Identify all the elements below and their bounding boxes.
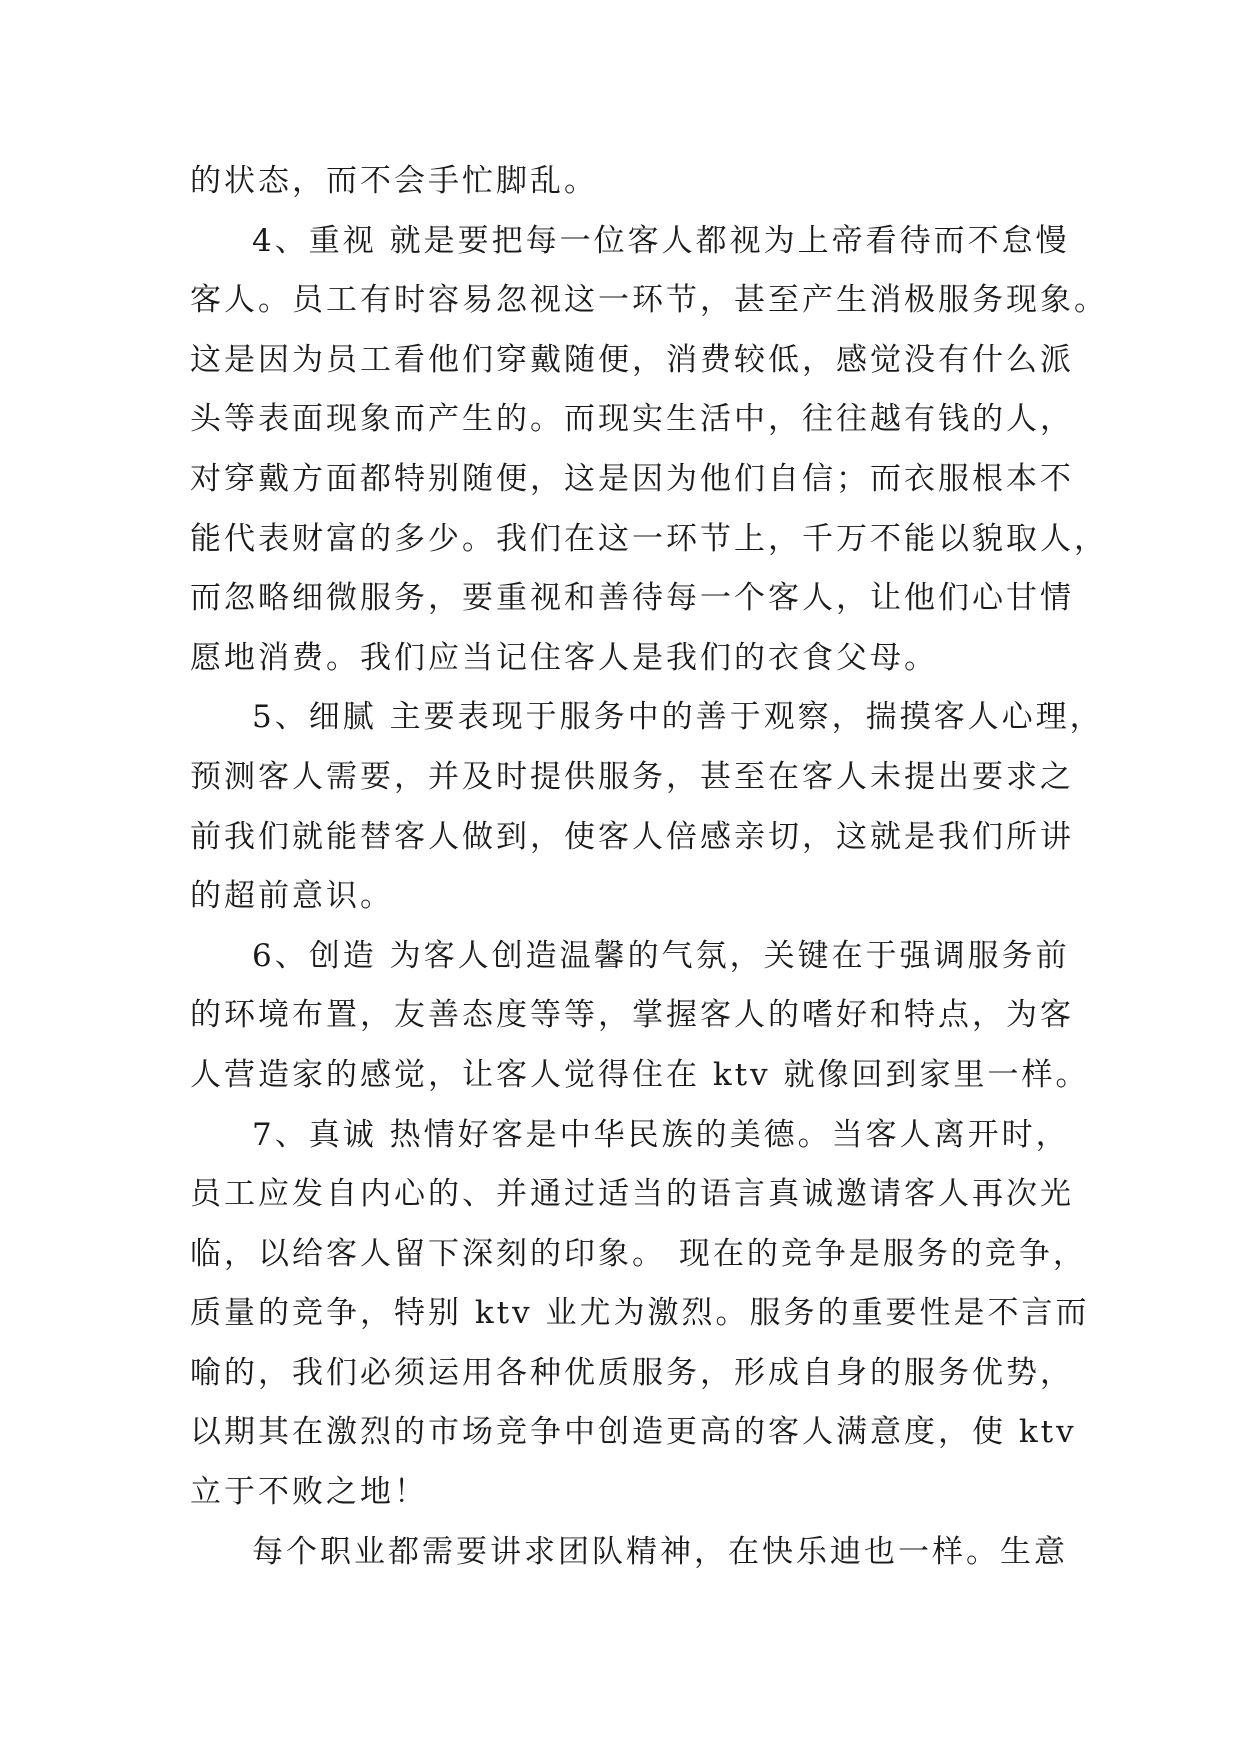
text-line: 头等表面现象而产生的。而现实生活中，往往越有钱的人， xyxy=(190,401,1074,438)
text-line: 5、细腻 主要表现于服务中的善于观察，揣摸客人心理， xyxy=(252,699,1104,736)
text-line: 前我们就能替客人做到，使客人倍感亲切，这就是我们所讲 xyxy=(190,818,1074,855)
text-line: 预测客人需要，并及时提供服务，甚至在客人未提出要求之 xyxy=(190,758,1074,795)
text-line: 7、真诚 热情好客是中华民族的美德。当客人离开时， xyxy=(252,1116,1070,1153)
text-line: 这是因为员工看他们穿戴随便，消费较低，感觉没有什么派 xyxy=(190,341,1074,378)
text-line: 质量的竞争，特别 ktv 业尤为激烈。服务的重要性是不言而 xyxy=(190,1295,1090,1332)
text-line: 每个职业都需要讲求团队精神，在快乐迪也一样。生意 xyxy=(252,1533,1068,1570)
text-line: 能代表财富的多少。我们在这一环节上，千万不能以貌取人， xyxy=(190,520,1108,557)
text-line: 对穿戴方面都特别随便，这是因为他们自信；而衣服根本不 xyxy=(190,460,1074,497)
text-line: 的环境布置，友善态度等等，掌握客人的嗜好和特点，为客 xyxy=(190,997,1074,1034)
text-line: 4、重视 就是要把每一位客人都视为上帝看待而不怠慢 xyxy=(252,222,1070,259)
text-line: 人营造家的感觉，让客人觉得住在 ktv 就像回到家里一样。 xyxy=(190,1056,1090,1093)
text-line: 以期其在激烈的市场竞争中创造更高的客人满意度，使 ktv xyxy=(190,1414,1077,1451)
text-line: 愿地消费。我们应当记住客人是我们的衣食父母。 xyxy=(190,639,938,676)
text-line: 客人。员工有时容易忽视这一环节，甚至产生消极服务现象。 xyxy=(190,282,1108,319)
text-line: 6、创造 为客人创造温馨的气氛，关键在于强调服务前 xyxy=(252,937,1070,974)
body-text xyxy=(190,152,1108,1582)
text-line: 员工应发自内心的、并通过适当的语言真诚邀请客人再次光 xyxy=(190,1176,1074,1213)
text-line: 的超前意识。 xyxy=(190,878,394,915)
text-line: 立于不败之地！ xyxy=(190,1474,428,1511)
text-line: 的状态，而不会手忙脚乱。 xyxy=(190,163,598,199)
text-line: 而忽略细微服务，要重视和善待每一个客人，让他们心甘情 xyxy=(190,580,1074,617)
text-line: 临，以给客人留下深刻的印象。 现在的竞争是服务的竞争， xyxy=(190,1235,1087,1272)
text-line: 喻的，我们必须运用各种优质服务，形成自身的服务优势， xyxy=(190,1354,1074,1391)
